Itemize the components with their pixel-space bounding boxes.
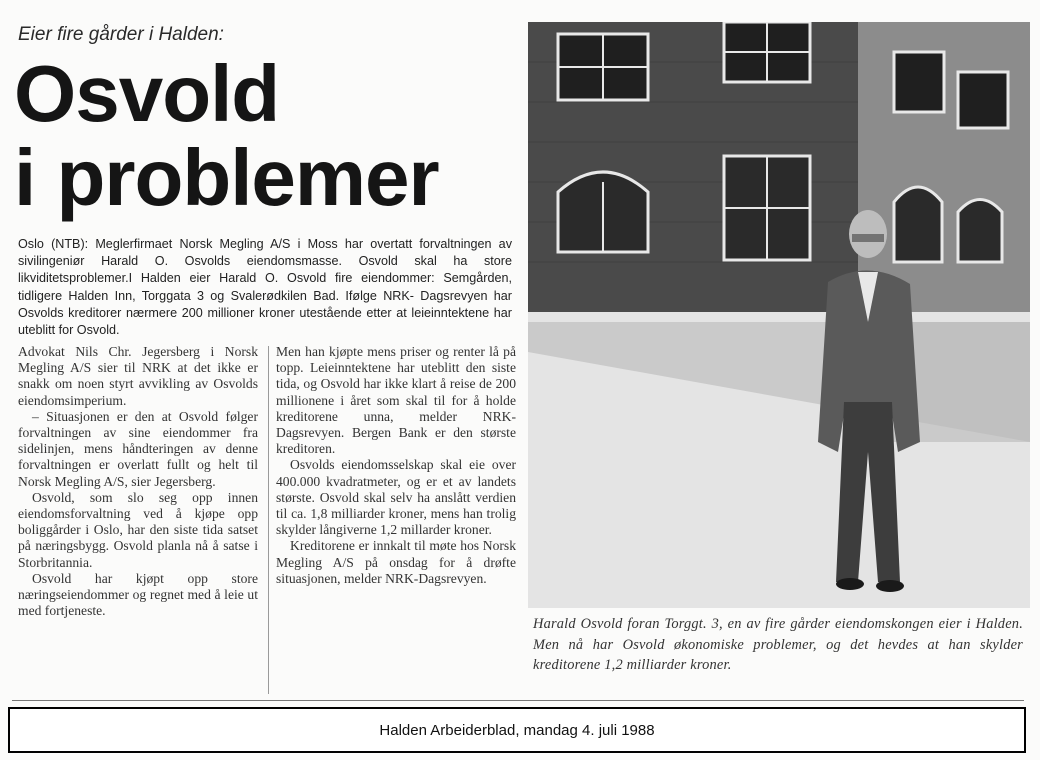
- column1-paragraph: Advokat Nils Chr. Jegersberg i Norsk Megling A/S sier til NRK at det ikke er snakk om noen styrt avvikling av Osvolds eiendomsimperium.: [18, 344, 258, 408]
- lead-paragraph: Oslo (NTB): Meglerfirmaet Norsk Megling A/S i Moss har overtatt forvaltningen av sivilingeniør Harald O. Osvolds eiendomsmasse. Osvold skal ha store likviditetsproblemer.I Halden eier Harald O. Osvold fire eiendommer: Semgården, tidligere Halden Inn, Torggata 3 og Svalerødkilen Bad. Ifølge NRK- Dagsrevyen har Osvolds kreditorer nærmere 200 millioner kroner utestående etter at leieinntektene har uteblitt for Osvold.: [18, 237, 512, 338]
- headline-line-1: Osvold: [14, 49, 280, 138]
- headline-line-2: i problemer: [14, 133, 439, 222]
- photo-caption: Harald Osvold foran Torggt. 3, en av fire gårder eiendomskongen eier i Halden. Men nå har Osvold økonomiske problemer, og det hevdes at han skylder kreditorene 1,2 milliarder kroner.: [533, 616, 1023, 673]
- kicker: Eier fire gårder i Halden:: [18, 24, 224, 45]
- photo-illustration: [528, 22, 1030, 608]
- column1-paragraph: Osvold, som slo seg opp innen eiendomsforvaltning ved å kjøpe opp boliggårder i Oslo, har den siste tida satset på næringsbygg. Osvold planla nå å satse i Storbritannia.: [18, 489, 258, 570]
- source-citation: [8, 707, 1026, 753]
- bottom-rule: [12, 700, 1024, 701]
- body-column-1: [18, 344, 258, 619]
- column2-paragraph: Kreditorene er innkalt til møte hos Norsk Megling A/S på onsdag for å drøfte situasjonen, melder NRK-Dagsrevyen.: [276, 538, 516, 586]
- column2-paragraph: Men han kjøpte mens priser og renter lå på topp. Leieinntektene har uteblitt den siste tida, og Osvold har ikke klart å reise de 200 millionene i året som skal til for å holde kreditorene unna, melder NRK-Dagsrevyen. Bergen Bank er den største kreditoren.: [276, 344, 516, 457]
- column2-paragraph: Osvolds eiendomsselskap skal eie over 400.000 kvadratmeter, og er et av landets største. Osvold skal selv ha anslått verdien til ca. 1,8 milliarder kroner, mens han trolig skylder långiverne 1,2 millarder kroner.: [276, 457, 516, 538]
- body-column-2: [276, 344, 516, 587]
- column-divider: [268, 346, 269, 694]
- column1-paragraph: – Situasjonen er den at Osvold følger forvaltningen av sine eiendommer fra sidelinjen, mens håndteringen av denne forvaltningen er overlatt fullt og helt til Norsk Megling A/S, sier Jegersberg.: [18, 408, 258, 489]
- headline: [14, 49, 439, 222]
- source-text: Halden Arbeiderblad, mandag 4. juli 1988: [379, 721, 655, 739]
- photo-harald-osvold: [528, 22, 1030, 608]
- column1-paragraph: Osvold har kjøpt opp store næringseiendommer og regnet med å leie ut med fortjeneste.: [18, 570, 258, 619]
